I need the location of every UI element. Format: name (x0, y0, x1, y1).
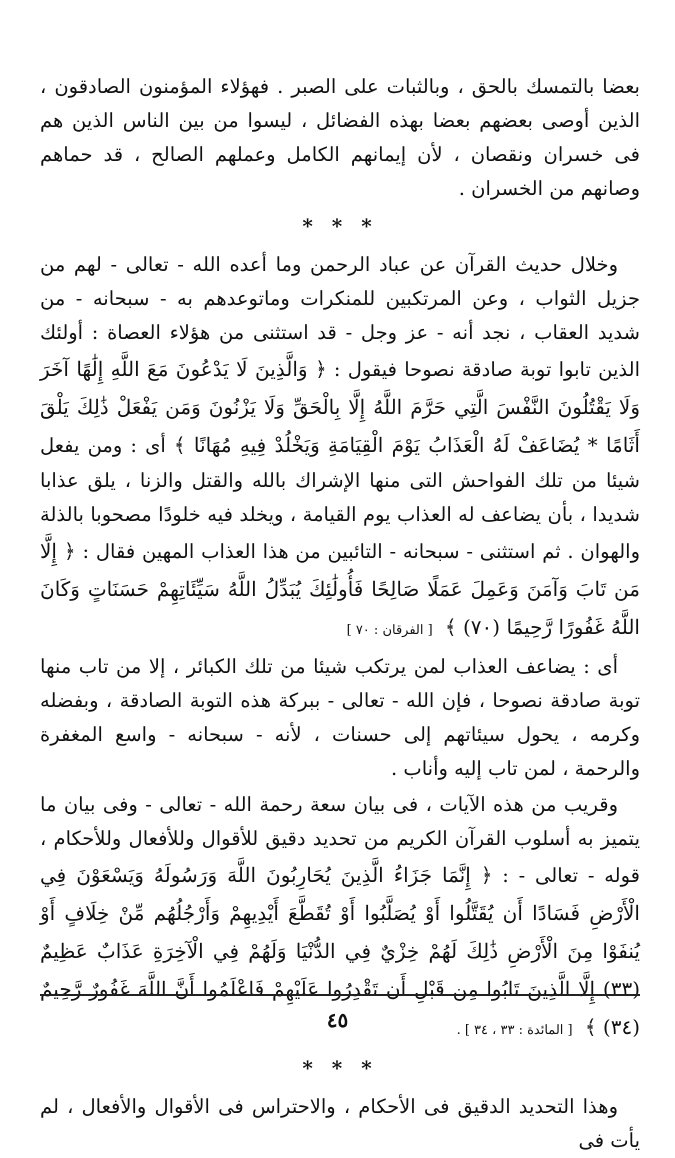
paragraph-2-intro: وخلال حديث القرآن عن عباد الرحمن وما أعده الله - تعالى - لهم من جزيل الثواب ، وعن المرتكبين للمنكرات وماتوعدهم به - سبحانه - من شديد العقاب ، نجد أنه - عز وجل - قد استثنى من هؤلاء العصاة : أولئك الذين تابوا توبة صادقة نصوحا فيقول : (40, 253, 641, 381)
paragraph-2-explanation: أى : ومن يفعل شيئا من تلك الفواحش التى منها الإشراك بالله والقتل والزنا ، يلق عذابا شديدا ، بأن يضاعف له العذاب يوم القيامة ، ويخلد فيه خلودًا مصحوبا بالذلة والهوان . ثم استثنى - سبحانه - التائبين من هذا العذاب المهين فقال : (40, 434, 640, 563)
paragraph-2 (40, 248, 640, 648)
paragraph-1: بعضا بالتمسك بالحق ، وبالثبات على الصبر . فهؤلاء المؤمنون الصادقون ، الذين أوصى بعضهم بعضا بهذه الفضائل ، ليسوا من بين الناس الذين هم فى خسران ونقصان ، لأن إيمانهم الكامل وعملهم الصالح ، قد حماهم وصانهم من الخسران . (40, 75, 640, 200)
paragraph-5: وهذا التحديد الدقيق فى الأحكام ، والاحتراس فى الأقوال والأفعال ، لم يأت فى (40, 1095, 640, 1152)
quran-verse-furqan-70: ﴿ إِلَّا مَن تَابَ وَآمَنَ وَعَمِلَ عَمَلًا صَالِحًا فَأُولَٰئِكَ يُبَدِّلُ اللَّهُ سَيِّئَاتِهِمْ حَسَنَاتٍ وَكَانَ اللَّهُ غَفُورًا رَّحِيمًا (٧٠) ﴾ (40, 539, 640, 639)
section-separator: * * * (302, 1056, 378, 1080)
quran-verse-maidah-33-34: ﴿ إِنَّمَا جَزَاءُ الَّذِينَ يُحَارِبُونَ اللَّهَ وَرَسُولَهُ وَيَسْعَوْنَ فِي الْأَرْضِ فَسَادًا أَن يُقَتَّلُوا أَوْ يُصَلَّبُوا أَوْ تُقَطَّعَ أَيْدِيهِمْ وَأَرْجُلُهُم مِّنْ خِلَافٍ أَوْ يُنفَوْا مِنَ الْأَرْضِ ذَٰلِكَ لَهُمْ خِزْيٌ فِي الدُّنْيَا وَلَهُمْ فِي الْآخِرَةِ عَذَابٌ عَظِيمٌ (٣٣) إِلَّا الَّذِينَ تَابُوا مِن قَبْلِ أَن تَقْدِرُوا عَلَيْهِمْ فَاعْلَمُوا أَنَّ اللَّهَ غَفُورٌ رَّحِيمٌ (٣٤) ﴾ (40, 863, 640, 1039)
paragraph-4-intro: وقريب من هذه الآيات ، فى بيان سعة رحمة الله - تعالى - وفى بيان ما يتميز به أسلوب القرآن الكريم من تحديد دقيق للأقوال وللأفعال وللأحكام ، قوله - تعالى - : (40, 793, 641, 887)
page-number: ٤٥ (326, 1008, 349, 1032)
section-separator: * * * (302, 214, 378, 238)
verse-reference-maidah: [ المائدة : ٣٣ ، ٣٤ ] . (456, 1023, 573, 1038)
quran-verse-furqan-68-69: ﴿ وَالَّذِينَ لَا يَدْعُونَ مَعَ اللَّهِ إِلَٰهًا آخَرَ وَلَا يَقْتُلُونَ النَّفْسَ الَّتِي حَرَّمَ اللَّهُ إِلَّا بِالْحَقِّ وَلَا يَزْنُونَ وَمَن يَفْعَلْ ذَٰلِكَ يَلْقَ أَثَامًا * يُضَاعَفْ لَهُ الْعَذَابُ يَوْمَ الْقِيَامَةِ وَيَخْلُدْ فِيهِ مُهَانًا ﴾ (40, 357, 640, 457)
paragraph-3: أى : يضاعف العذاب لمن يرتكب شيئا من تلك الكبائر ، إلا من تاب منها توبة صادقة نصوحا ، فإن الله - تعالى - ببركة هذه التوبة الصادقة ، وبفضله وكرمه ، يحول سيئاتهم إلى حسنات ، لأنه - سبحانه - واسع المغفرة والرحمة ، لمن تاب إليه وأناب . (40, 655, 640, 780)
footer-rule (40, 994, 640, 996)
verse-reference-furqan: [ الفرقان : ٧٠ ] (346, 623, 433, 638)
